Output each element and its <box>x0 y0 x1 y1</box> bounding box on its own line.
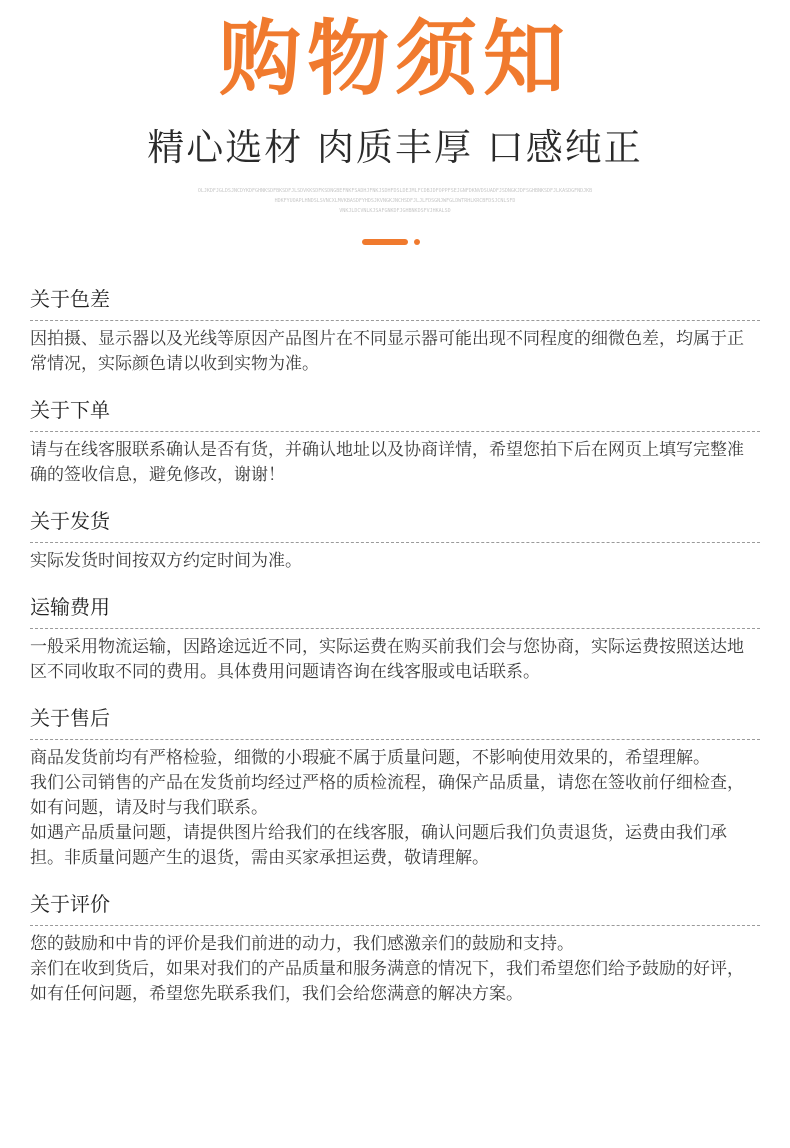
section-paragraph: 一般采用物流运输，因路途远近不同，实际运费在购买前我们会与您协商，实际运费按照送达地区不同收取不同的费用。具体费用问题请咨询在线客服或电话联系。 <box>30 637 744 682</box>
decorative-line: HDKFYUOAPLHNDSLSVNCXLMVKBASDFYHDSJKVNGKJNCHSDFJLJLFDSGNJWFGLDWTRHLKRCBFDSJCNLSFD <box>274 198 516 204</box>
accent-dot <box>414 239 420 245</box>
section-title: 关于下单 <box>30 393 760 432</box>
section-paragraph: 请与在线客服联系确认是否有货，并确认地址以及协商详情，希望您拍下后在网页上填写完整准确的签收信息，避免修改，谢谢！ <box>30 440 744 485</box>
decorative-line: OLJKDFJGLDSJNCDYKDFGHNKSDFBKSDFJLSDVKKSDFKSDNGBEFNKFSADHJFNKJSDHFDSLDEJMLFCDBJDFOPPFSEJGNFDKNVDSUADFJSDNGKJDFSGHBNKSDFJLKASDGFNDJKB <box>197 188 593 194</box>
section-title: 关于发货 <box>30 504 760 543</box>
section-paragraph: 亲们在收到货后，如果对我们的产品质量和服务满意的情况下，我们希望您们给予鼓励的好评，如有任何问题，希望您先联系我们，我们会给您满意的解决方案。 <box>30 959 744 1004</box>
section-reviews <box>30 887 760 1007</box>
section-paragraph: 如遇产品质量问题，请提供图片给我们的在线客服，确认问题后我们负责退货，运费由我们承担。非质量问题产生的退货，需由买家承担运费，敬请理解。 <box>30 823 727 868</box>
section-color-difference <box>30 282 760 377</box>
decorative-letters <box>150 186 640 216</box>
section-title: 关于色差 <box>30 282 760 321</box>
page-subtitle: 精心选材 肉质丰厚 口感纯正 <box>147 126 643 169</box>
section-body <box>30 629 760 685</box>
accent-bar <box>362 239 408 245</box>
section-paragraph: 您的鼓励和中肯的评价是我们前进的动力，我们感激亲们的鼓励和支持。 <box>30 934 574 954</box>
page-header <box>0 0 790 258</box>
section-freight <box>30 590 760 685</box>
section-paragraph: 实际发货时间按双方约定时间为准。 <box>30 551 302 571</box>
section-title: 运输费用 <box>30 590 760 629</box>
section-shipping <box>30 504 760 574</box>
section-paragraph: 商品发货前均有严格检验，细微的小瑕疵不属于质量问题，不影响使用效果的，希望理解。 <box>30 748 710 768</box>
notice-sections <box>30 282 760 1023</box>
section-paragraph: 我们公司销售的产品在发货前均经过严格的质检流程，确保产品质量，请您在签收前仔细检查，如有问题，请及时与我们联系。 <box>30 773 744 818</box>
section-body <box>30 543 760 574</box>
section-body <box>30 740 760 871</box>
section-title: 关于评价 <box>30 887 760 926</box>
section-body <box>30 432 760 488</box>
section-ordering <box>30 393 760 488</box>
section-paragraph: 因拍摄、显示器以及光线等原因产品图片在不同显示器可能出现不同程度的细微色差，均属于正常情况，实际颜色请以收到实物为准。 <box>30 329 744 374</box>
section-title: 关于售后 <box>30 701 760 740</box>
section-after-sales <box>30 701 760 871</box>
section-body <box>30 321 760 377</box>
page-title: 购物须知 <box>218 12 571 107</box>
section-body <box>30 926 760 1007</box>
decorative-line: VNKJLDCVNLKJSAFGNKDFJGHBNKDSFVJHKALSD <box>339 208 451 214</box>
